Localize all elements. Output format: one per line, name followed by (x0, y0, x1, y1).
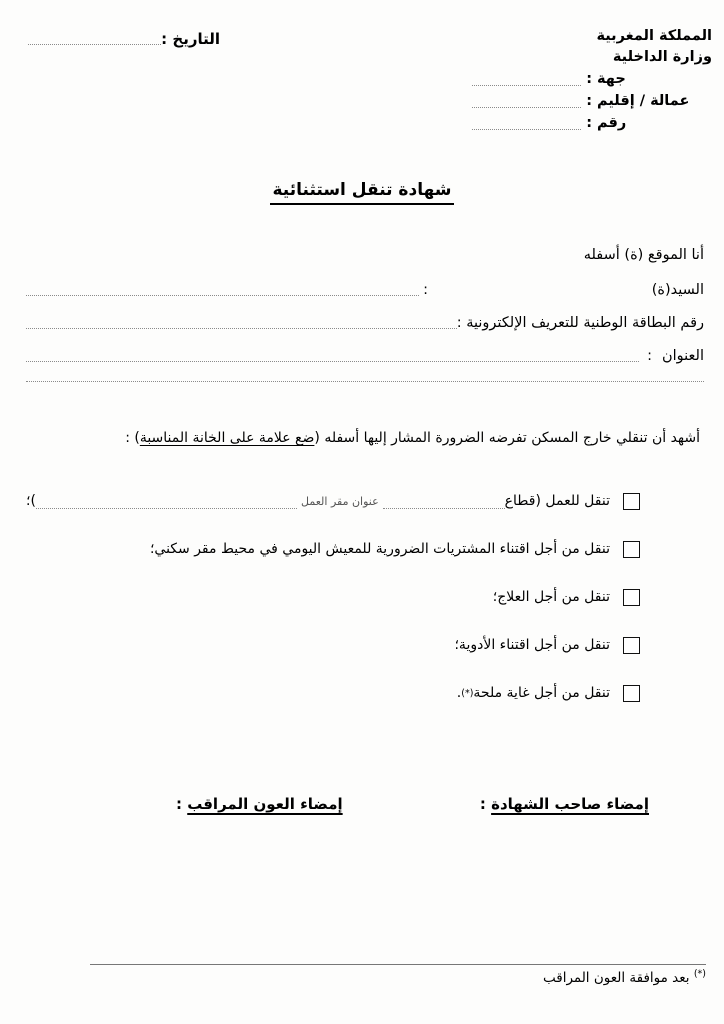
date-label: التاريخ : (161, 30, 220, 48)
medicines-checkbox[interactable] (623, 637, 640, 654)
footnote-mark: (*) (693, 968, 706, 980)
holder-signature-colon: : (479, 795, 492, 813)
date-field[interactable] (28, 43, 161, 45)
work-address-field[interactable] (36, 507, 297, 509)
name-colon: : (423, 282, 428, 298)
prefecture-field[interactable] (472, 106, 581, 108)
urgent-label: تنقل من أجل غاية ملحة (473, 685, 610, 701)
holder-signature-label (480, 795, 649, 813)
ministry-title: وزارة الداخلية (612, 49, 712, 65)
agent-signature-colon: : (176, 795, 188, 813)
statement-underlined: ضع علامة على الخانة المناسبة (139, 430, 315, 446)
signatures-row (26, 795, 704, 813)
number-label: رقم (597, 115, 627, 131)
id-row (26, 314, 704, 333)
work-checkbox[interactable] (623, 493, 640, 510)
statement-prefix: أشهد أن تنقلي خارج المسكن تفرضه الضرورة المشار إليها أسفله ( (314, 430, 700, 446)
checklist-item-groceries (26, 540, 640, 559)
reasons-checklist (26, 492, 640, 732)
prefecture-colon: : (586, 93, 592, 109)
prefecture-row (472, 90, 712, 112)
statement (10, 428, 700, 448)
id-field[interactable] (26, 327, 457, 329)
statement-suffix: ) : (125, 430, 140, 446)
region-row (472, 68, 712, 90)
id-label: رقم البطاقة الوطنية للتعريف الإلكترونية : (456, 315, 704, 331)
treatment-label: تنقل من أجل العلاج؛ (492, 589, 610, 605)
prefecture-label: عمالة / إقليم (597, 93, 690, 109)
urgent-label-end: . (456, 685, 462, 701)
title-row (0, 180, 724, 205)
number-colon: : (586, 115, 592, 131)
holder-signature-text: إمضاء صاحب الشهادة (491, 795, 649, 813)
name-field[interactable] (26, 294, 419, 296)
address-field-line2[interactable] (26, 380, 704, 382)
footnote (24, 969, 706, 987)
identity-section (26, 246, 704, 400)
work-label-end: )؛ (26, 493, 36, 509)
footnote-section (24, 964, 706, 987)
address-colon: : (647, 348, 652, 364)
footnote-separator (90, 964, 706, 965)
agent-signature-text: إمضاء العون المراقب (187, 795, 343, 813)
region-label: جهة (597, 71, 626, 87)
undersigned-intro: أنا الموقع (ة) أسفله (583, 247, 704, 263)
groceries-label: تنقل من أجل اقتناء المشتريات الضرورية للمعيش اليومي في محيط مقر سكني؛ (149, 541, 610, 557)
number-field[interactable] (472, 128, 581, 130)
urgent-checkbox[interactable] (623, 685, 640, 702)
name-label: السيد(ة) (651, 282, 704, 298)
address-label: العنوان (662, 348, 704, 364)
work-address-label: عنوان مقر العمل (301, 495, 379, 508)
medicines-label: تنقل من أجل اقتناء الأدوية؛ (454, 637, 610, 653)
work-sector-field[interactable] (383, 507, 505, 509)
letterhead (472, 26, 712, 134)
address-row (26, 347, 704, 366)
kingdom-title: المملكة المغربية (596, 28, 712, 44)
region-colon: : (586, 71, 592, 87)
checklist-item-urgent: تنقل من أجل غاية ملحة (*) . (26, 684, 640, 703)
date-block (28, 30, 220, 49)
treatment-checkbox[interactable] (623, 589, 640, 606)
name-row (26, 281, 704, 300)
work-label-start: تنقل للعمل (قطاع (504, 493, 610, 509)
footnote-text: بعد موافقة العون المراقب (542, 970, 694, 986)
address-row-2 (26, 380, 704, 386)
checklist-item-treatment (26, 588, 640, 607)
region-field[interactable] (472, 84, 581, 86)
checklist-item-medicines (26, 636, 640, 655)
address-field[interactable] (26, 360, 639, 362)
document-title: شهادة تنقل استثنائية (270, 180, 453, 205)
agent-signature-label (176, 795, 343, 813)
checklist-item-work (26, 492, 640, 511)
number-row (472, 112, 712, 134)
groceries-checkbox[interactable] (623, 541, 640, 558)
